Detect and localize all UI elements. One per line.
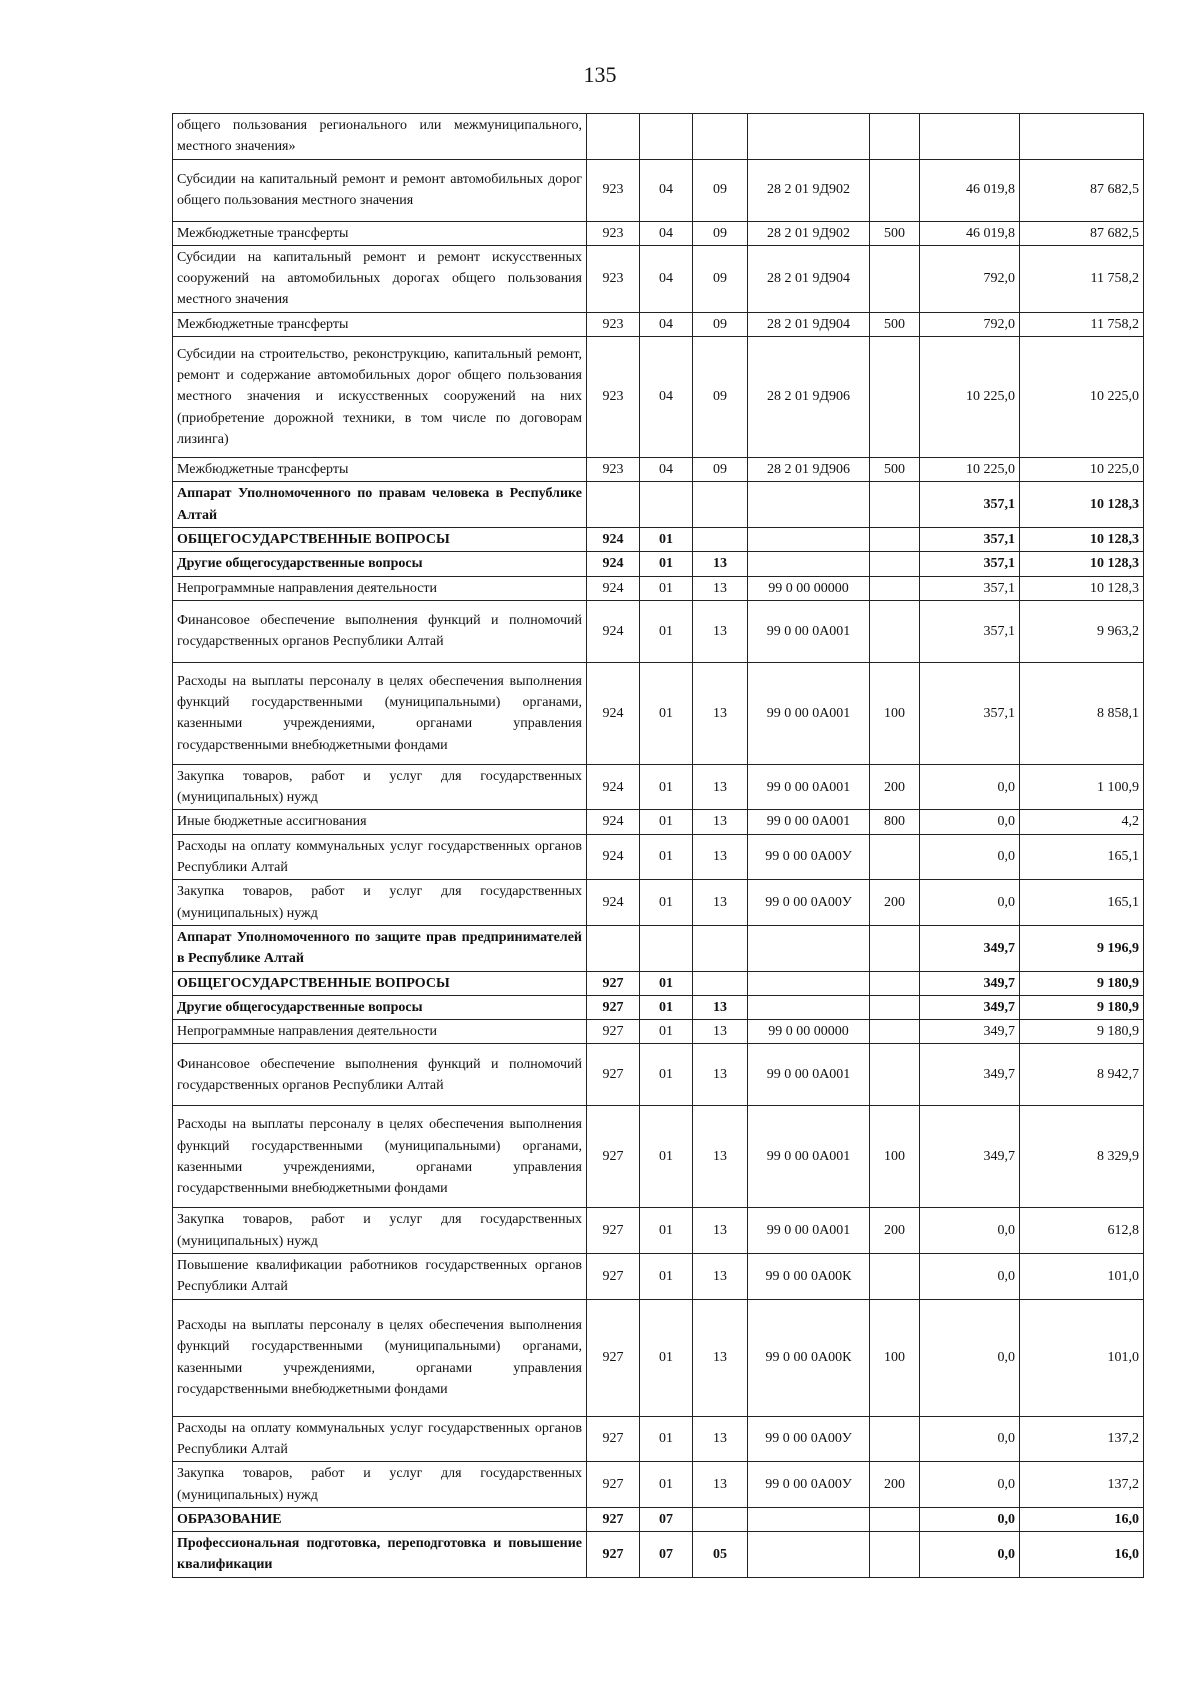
subsection-code-cell: 09	[693, 159, 748, 221]
section-code-cell: 01	[640, 1299, 693, 1416]
section-code-cell: 01	[640, 1044, 693, 1106]
table-row	[173, 159, 1144, 221]
target-article-cell: 99 0 00 0А001	[748, 764, 870, 810]
table-row	[173, 312, 1144, 336]
amount-year2-cell: 165,1	[1020, 834, 1144, 880]
section-code-cell: 04	[640, 458, 693, 482]
amount-year2-cell: 8 942,7	[1020, 1044, 1144, 1106]
table-row	[173, 1208, 1144, 1254]
row-name-cell: Межбюджетные трансферты	[173, 312, 587, 336]
amount-year1-cell	[920, 114, 1020, 160]
subsection-code-cell	[693, 114, 748, 160]
subsection-code-cell: 13	[693, 576, 748, 600]
section-code-cell: 01	[640, 995, 693, 1019]
expense-type-cell: 800	[870, 810, 920, 834]
amount-year1-cell: 349,7	[920, 1044, 1020, 1106]
target-article-cell: 99 0 00 0А00К	[748, 1299, 870, 1416]
target-article-cell: 28 2 01 9Д906	[748, 458, 870, 482]
target-article-cell: 99 0 00 00000	[748, 576, 870, 600]
target-article-cell: 99 0 00 0А001	[748, 810, 870, 834]
row-name-cell: Другие общегосударственные вопросы	[173, 995, 587, 1019]
amount-year2-cell: 87 682,5	[1020, 159, 1144, 221]
table-row	[173, 1532, 1144, 1578]
ved-code-cell: 927	[587, 1106, 640, 1208]
amount-year2-cell: 10 225,0	[1020, 337, 1144, 458]
section-code-cell: 01	[640, 527, 693, 551]
subsection-code-cell: 13	[693, 1462, 748, 1508]
row-name-cell: Субсидии на капитальный ремонт и ремонт автомобильных дорог общего пользования местного значения	[173, 159, 587, 221]
table-row	[173, 527, 1144, 551]
expense-type-cell	[870, 1254, 920, 1300]
expense-type-cell	[870, 600, 920, 662]
amount-year2-cell: 165,1	[1020, 880, 1144, 926]
table-row	[173, 458, 1144, 482]
expense-type-cell: 100	[870, 662, 920, 764]
ved-code-cell: 924	[587, 764, 640, 810]
ved-code-cell: 924	[587, 880, 640, 926]
row-name-cell: ОБЩЕГОСУДАРСТВЕННЫЕ ВОПРОСЫ	[173, 527, 587, 551]
ved-code-cell: 923	[587, 159, 640, 221]
ved-code-cell: 923	[587, 245, 640, 312]
target-article-cell: 28 2 01 9Д904	[748, 312, 870, 336]
row-name-cell: Закупка товаров, работ и услуг для государственных (муниципальных) нужд	[173, 1208, 587, 1254]
target-article-cell: 99 0 00 0А001	[748, 1106, 870, 1208]
target-article-cell: 28 2 01 9Д902	[748, 221, 870, 245]
amount-year1-cell: 357,1	[920, 527, 1020, 551]
row-name-cell: Иные бюджетные ассигнования	[173, 810, 587, 834]
target-article-cell	[748, 1532, 870, 1578]
subsection-code-cell: 09	[693, 337, 748, 458]
target-article-cell: 99 0 00 0А00У	[748, 1462, 870, 1508]
amount-year2-cell: 11 758,2	[1020, 312, 1144, 336]
budget-table-body	[173, 114, 1144, 1578]
expense-type-cell: 200	[870, 1208, 920, 1254]
table-row	[173, 576, 1144, 600]
amount-year2-cell: 101,0	[1020, 1254, 1144, 1300]
table-row	[173, 482, 1144, 528]
amount-year1-cell: 349,7	[920, 925, 1020, 971]
budget-table	[172, 113, 1144, 1578]
row-name-cell: Субсидии на капитальный ремонт и ремонт искусственных сооружений на автомобильных дорогах общего пользования местного значения	[173, 245, 587, 312]
row-name-cell: Повышение квалификации работников государственных органов Республики Алтай	[173, 1254, 587, 1300]
row-name-cell: Финансовое обеспечение выполнения функций и полномочий государственных органов Республики Алтай	[173, 1044, 587, 1106]
subsection-code-cell: 13	[693, 1254, 748, 1300]
ved-code-cell: 924	[587, 552, 640, 576]
amount-year2-cell: 4,2	[1020, 810, 1144, 834]
amount-year1-cell: 357,1	[920, 662, 1020, 764]
target-article-cell	[748, 114, 870, 160]
section-code-cell: 01	[640, 552, 693, 576]
target-article-cell	[748, 482, 870, 528]
expense-type-cell: 500	[870, 312, 920, 336]
row-name-cell: Непрограммные направления деятельности	[173, 576, 587, 600]
amount-year1-cell: 0,0	[920, 1254, 1020, 1300]
amount-year1-cell: 10 225,0	[920, 458, 1020, 482]
expense-type-cell: 100	[870, 1106, 920, 1208]
ved-code-cell: 927	[587, 1299, 640, 1416]
subsection-code-cell: 09	[693, 312, 748, 336]
row-name-cell: Межбюджетные трансферты	[173, 458, 587, 482]
target-article-cell: 99 0 00 0А001	[748, 1044, 870, 1106]
table-row	[173, 114, 1144, 160]
section-code-cell: 04	[640, 337, 693, 458]
target-article-cell: 28 2 01 9Д906	[748, 337, 870, 458]
ved-code-cell: 924	[587, 834, 640, 880]
expense-type-cell	[870, 552, 920, 576]
row-name-cell: Аппарат Уполномоченного по правам человека в Республике Алтай	[173, 482, 587, 528]
expense-type-cell: 500	[870, 458, 920, 482]
table-row	[173, 1299, 1144, 1416]
page-number: 135	[583, 62, 617, 87]
expense-type-cell	[870, 337, 920, 458]
amount-year1-cell: 46 019,8	[920, 159, 1020, 221]
ved-code-cell: 927	[587, 1507, 640, 1531]
amount-year1-cell: 0,0	[920, 880, 1020, 926]
row-name-cell: общего пользования регионального или межмуниципального, местного значения»	[173, 114, 587, 160]
target-article-cell: 99 0 00 00000	[748, 1020, 870, 1044]
expense-type-cell: 200	[870, 764, 920, 810]
row-name-cell: ОБРАЗОВАНИЕ	[173, 1507, 587, 1531]
row-name-cell: Закупка товаров, работ и услуг для государственных (муниципальных) нужд	[173, 880, 587, 926]
table-row	[173, 1462, 1144, 1508]
amount-year1-cell: 349,7	[920, 1020, 1020, 1044]
table-row	[173, 834, 1144, 880]
amount-year1-cell: 349,7	[920, 995, 1020, 1019]
ved-code-cell: 924	[587, 810, 640, 834]
expense-type-cell	[870, 1507, 920, 1531]
amount-year1-cell: 792,0	[920, 312, 1020, 336]
amount-year2-cell: 137,2	[1020, 1462, 1144, 1508]
section-code-cell: 01	[640, 1208, 693, 1254]
amount-year1-cell: 0,0	[920, 1208, 1020, 1254]
expense-type-cell	[870, 1532, 920, 1578]
expense-type-cell	[870, 527, 920, 551]
target-article-cell: 99 0 00 0А00У	[748, 880, 870, 926]
table-row	[173, 1254, 1144, 1300]
amount-year2-cell: 10 128,3	[1020, 552, 1144, 576]
target-article-cell: 99 0 00 0А00У	[748, 834, 870, 880]
amount-year1-cell: 0,0	[920, 834, 1020, 880]
amount-year2-cell: 8 858,1	[1020, 662, 1144, 764]
expense-type-cell: 200	[870, 1462, 920, 1508]
ved-code-cell: 924	[587, 600, 640, 662]
row-name-cell: Непрограммные направления деятельности	[173, 1020, 587, 1044]
row-name-cell: Расходы на оплату коммунальных услуг государственных органов Республики Алтай	[173, 834, 587, 880]
table-row	[173, 925, 1144, 971]
expense-type-cell	[870, 1044, 920, 1106]
amount-year2-cell: 10 128,3	[1020, 527, 1144, 551]
amount-year1-cell: 357,1	[920, 482, 1020, 528]
row-name-cell: Расходы на оплату коммунальных услуг государственных органов Республики Алтай	[173, 1416, 587, 1462]
section-code-cell: 01	[640, 971, 693, 995]
section-code-cell: 01	[640, 1254, 693, 1300]
amount-year1-cell: 357,1	[920, 576, 1020, 600]
table-row	[173, 245, 1144, 312]
ved-code-cell	[587, 482, 640, 528]
amount-year1-cell: 792,0	[920, 245, 1020, 312]
amount-year1-cell: 0,0	[920, 1299, 1020, 1416]
table-row	[173, 552, 1144, 576]
section-code-cell: 01	[640, 662, 693, 764]
target-article-cell	[748, 925, 870, 971]
amount-year2-cell: 16,0	[1020, 1532, 1144, 1578]
subsection-code-cell: 05	[693, 1532, 748, 1578]
amount-year1-cell: 10 225,0	[920, 337, 1020, 458]
subsection-code-cell: 13	[693, 1020, 748, 1044]
amount-year1-cell: 46 019,8	[920, 221, 1020, 245]
row-name-cell: Расходы на выплаты персоналу в целях обеспечения выполнения функций государственными (муниципальными) органами, казенными учреждениями, органами управления государственными внебюджетными фондами	[173, 662, 587, 764]
expense-type-cell	[870, 1020, 920, 1044]
target-article-cell: 99 0 00 0А001	[748, 600, 870, 662]
table-row	[173, 971, 1144, 995]
amount-year2-cell: 87 682,5	[1020, 221, 1144, 245]
subsection-code-cell	[693, 527, 748, 551]
amount-year2-cell	[1020, 114, 1144, 160]
subsection-code-cell: 13	[693, 662, 748, 764]
ved-code-cell: 927	[587, 1416, 640, 1462]
table-row	[173, 221, 1144, 245]
section-code-cell: 01	[640, 576, 693, 600]
target-article-cell: 99 0 00 0А001	[748, 662, 870, 764]
target-article-cell: 28 2 01 9Д904	[748, 245, 870, 312]
amount-year1-cell: 0,0	[920, 764, 1020, 810]
ved-code-cell: 924	[587, 662, 640, 764]
expense-type-cell: 200	[870, 880, 920, 926]
expense-type-cell	[870, 834, 920, 880]
amount-year2-cell: 10 225,0	[1020, 458, 1144, 482]
subsection-code-cell	[693, 482, 748, 528]
subsection-code-cell: 09	[693, 221, 748, 245]
ved-code-cell: 923	[587, 458, 640, 482]
target-article-cell	[748, 971, 870, 995]
amount-year1-cell: 349,7	[920, 1106, 1020, 1208]
table-row	[173, 662, 1144, 764]
ved-code-cell: 924	[587, 576, 640, 600]
amount-year1-cell: 0,0	[920, 810, 1020, 834]
section-code-cell: 01	[640, 764, 693, 810]
amount-year2-cell: 101,0	[1020, 1299, 1144, 1416]
section-code-cell: 04	[640, 159, 693, 221]
section-code-cell: 01	[640, 880, 693, 926]
amount-year2-cell: 1 100,9	[1020, 764, 1144, 810]
target-article-cell: 28 2 01 9Д902	[748, 159, 870, 221]
subsection-code-cell: 13	[693, 1106, 748, 1208]
section-code-cell: 01	[640, 834, 693, 880]
expense-type-cell: 100	[870, 1299, 920, 1416]
expense-type-cell	[870, 245, 920, 312]
subsection-code-cell: 13	[693, 764, 748, 810]
section-code-cell: 07	[640, 1532, 693, 1578]
ved-code-cell: 927	[587, 1532, 640, 1578]
subsection-code-cell: 13	[693, 995, 748, 1019]
table-row	[173, 1507, 1144, 1531]
expense-type-cell	[870, 995, 920, 1019]
target-article-cell: 99 0 00 0А00У	[748, 1416, 870, 1462]
amount-year2-cell: 8 329,9	[1020, 1106, 1144, 1208]
table-row	[173, 337, 1144, 458]
table-row	[173, 880, 1144, 926]
expense-type-cell	[870, 971, 920, 995]
subsection-code-cell	[693, 1507, 748, 1531]
ved-code-cell	[587, 925, 640, 971]
subsection-code-cell	[693, 971, 748, 995]
subsection-code-cell: 13	[693, 880, 748, 926]
amount-year2-cell: 9 180,9	[1020, 971, 1144, 995]
expense-type-cell	[870, 114, 920, 160]
table-row	[173, 1106, 1144, 1208]
subsection-code-cell: 13	[693, 834, 748, 880]
table-row	[173, 600, 1144, 662]
section-code-cell	[640, 925, 693, 971]
ved-code-cell: 923	[587, 221, 640, 245]
expense-type-cell	[870, 159, 920, 221]
table-row	[173, 995, 1144, 1019]
ved-code-cell: 927	[587, 971, 640, 995]
row-name-cell: Другие общегосударственные вопросы	[173, 552, 587, 576]
ved-code-cell: 927	[587, 1462, 640, 1508]
amount-year2-cell: 137,2	[1020, 1416, 1144, 1462]
section-code-cell: 04	[640, 312, 693, 336]
table-row	[173, 764, 1144, 810]
table-row	[173, 810, 1144, 834]
section-code-cell: 01	[640, 1462, 693, 1508]
section-code-cell: 01	[640, 810, 693, 834]
amount-year1-cell: 0,0	[920, 1416, 1020, 1462]
row-name-cell: Закупка товаров, работ и услуг для государственных (муниципальных) нужд	[173, 764, 587, 810]
target-article-cell: 99 0 00 0А00К	[748, 1254, 870, 1300]
row-name-cell: Финансовое обеспечение выполнения функций и полномочий государственных органов Республики Алтай	[173, 600, 587, 662]
expense-type-cell: 500	[870, 221, 920, 245]
expense-type-cell	[870, 925, 920, 971]
amount-year1-cell: 0,0	[920, 1532, 1020, 1578]
target-article-cell	[748, 527, 870, 551]
row-name-cell: Расходы на выплаты персоналу в целях обеспечения выполнения функций государственными (муниципальными) органами, казенными учреждениями, органами управления государственными внебюджетными фондами	[173, 1106, 587, 1208]
amount-year2-cell: 612,8	[1020, 1208, 1144, 1254]
section-code-cell: 01	[640, 600, 693, 662]
amount-year2-cell: 16,0	[1020, 1507, 1144, 1531]
expense-type-cell	[870, 1416, 920, 1462]
amount-year1-cell: 0,0	[920, 1507, 1020, 1531]
section-code-cell	[640, 114, 693, 160]
ved-code-cell: 927	[587, 995, 640, 1019]
row-name-cell: ОБЩЕГОСУДАРСТВЕННЫЕ ВОПРОСЫ	[173, 971, 587, 995]
expense-type-cell	[870, 576, 920, 600]
amount-year2-cell: 10 128,3	[1020, 576, 1144, 600]
amount-year2-cell: 9 963,2	[1020, 600, 1144, 662]
amount-year2-cell: 9 196,9	[1020, 925, 1144, 971]
expense-type-cell	[870, 482, 920, 528]
target-article-cell: 99 0 00 0А001	[748, 1208, 870, 1254]
row-name-cell: Межбюджетные трансферты	[173, 221, 587, 245]
subsection-code-cell: 13	[693, 1416, 748, 1462]
section-code-cell: 01	[640, 1416, 693, 1462]
subsection-code-cell: 13	[693, 1299, 748, 1416]
table-row	[173, 1416, 1144, 1462]
subsection-code-cell: 09	[693, 458, 748, 482]
target-article-cell	[748, 552, 870, 576]
subsection-code-cell: 13	[693, 1044, 748, 1106]
row-name-cell: Закупка товаров, работ и услуг для государственных (муниципальных) нужд	[173, 1462, 587, 1508]
section-code-cell: 01	[640, 1020, 693, 1044]
row-name-cell: Субсидии на строительство, реконструкцию, капитальный ремонт, ремонт и содержание автомобильных дорог общего пользования местного значения и искусственных сооружений на них (приобретение дорожной техники, в том числе по договорам лизинга)	[173, 337, 587, 458]
section-code-cell: 07	[640, 1507, 693, 1531]
amount-year1-cell: 357,1	[920, 552, 1020, 576]
target-article-cell	[748, 995, 870, 1019]
section-code-cell: 04	[640, 245, 693, 312]
target-article-cell	[748, 1507, 870, 1531]
section-code-cell: 04	[640, 221, 693, 245]
ved-code-cell: 924	[587, 527, 640, 551]
table-row	[173, 1044, 1144, 1106]
subsection-code-cell: 13	[693, 1208, 748, 1254]
subsection-code-cell: 13	[693, 810, 748, 834]
table-row	[173, 1020, 1144, 1044]
row-name-cell: Профессиональная подготовка, переподготовка и повышение квалификации	[173, 1532, 587, 1578]
row-name-cell: Аппарат Уполномоченного по защите прав предпринимателей в Республике Алтай	[173, 925, 587, 971]
ved-code-cell: 927	[587, 1208, 640, 1254]
ved-code-cell: 923	[587, 337, 640, 458]
ved-code-cell: 927	[587, 1020, 640, 1044]
section-code-cell	[640, 482, 693, 528]
amount-year1-cell: 349,7	[920, 971, 1020, 995]
subsection-code-cell: 13	[693, 600, 748, 662]
ved-code-cell: 923	[587, 312, 640, 336]
ved-code-cell: 927	[587, 1254, 640, 1300]
amount-year2-cell: 10 128,3	[1020, 482, 1144, 528]
amount-year1-cell: 0,0	[920, 1462, 1020, 1508]
amount-year2-cell: 11 758,2	[1020, 245, 1144, 312]
subsection-code-cell: 13	[693, 552, 748, 576]
ved-code-cell: 927	[587, 1044, 640, 1106]
amount-year2-cell: 9 180,9	[1020, 1020, 1144, 1044]
amount-year2-cell: 9 180,9	[1020, 995, 1144, 1019]
row-name-cell: Расходы на выплаты персоналу в целях обеспечения выполнения функций государственными (муниципальными) органами, казенными учреждениями, органами управления государственными внебюджетными фондами	[173, 1299, 587, 1416]
subsection-code-cell	[693, 925, 748, 971]
ved-code-cell	[587, 114, 640, 160]
subsection-code-cell: 09	[693, 245, 748, 312]
section-code-cell: 01	[640, 1106, 693, 1208]
amount-year1-cell: 357,1	[920, 600, 1020, 662]
